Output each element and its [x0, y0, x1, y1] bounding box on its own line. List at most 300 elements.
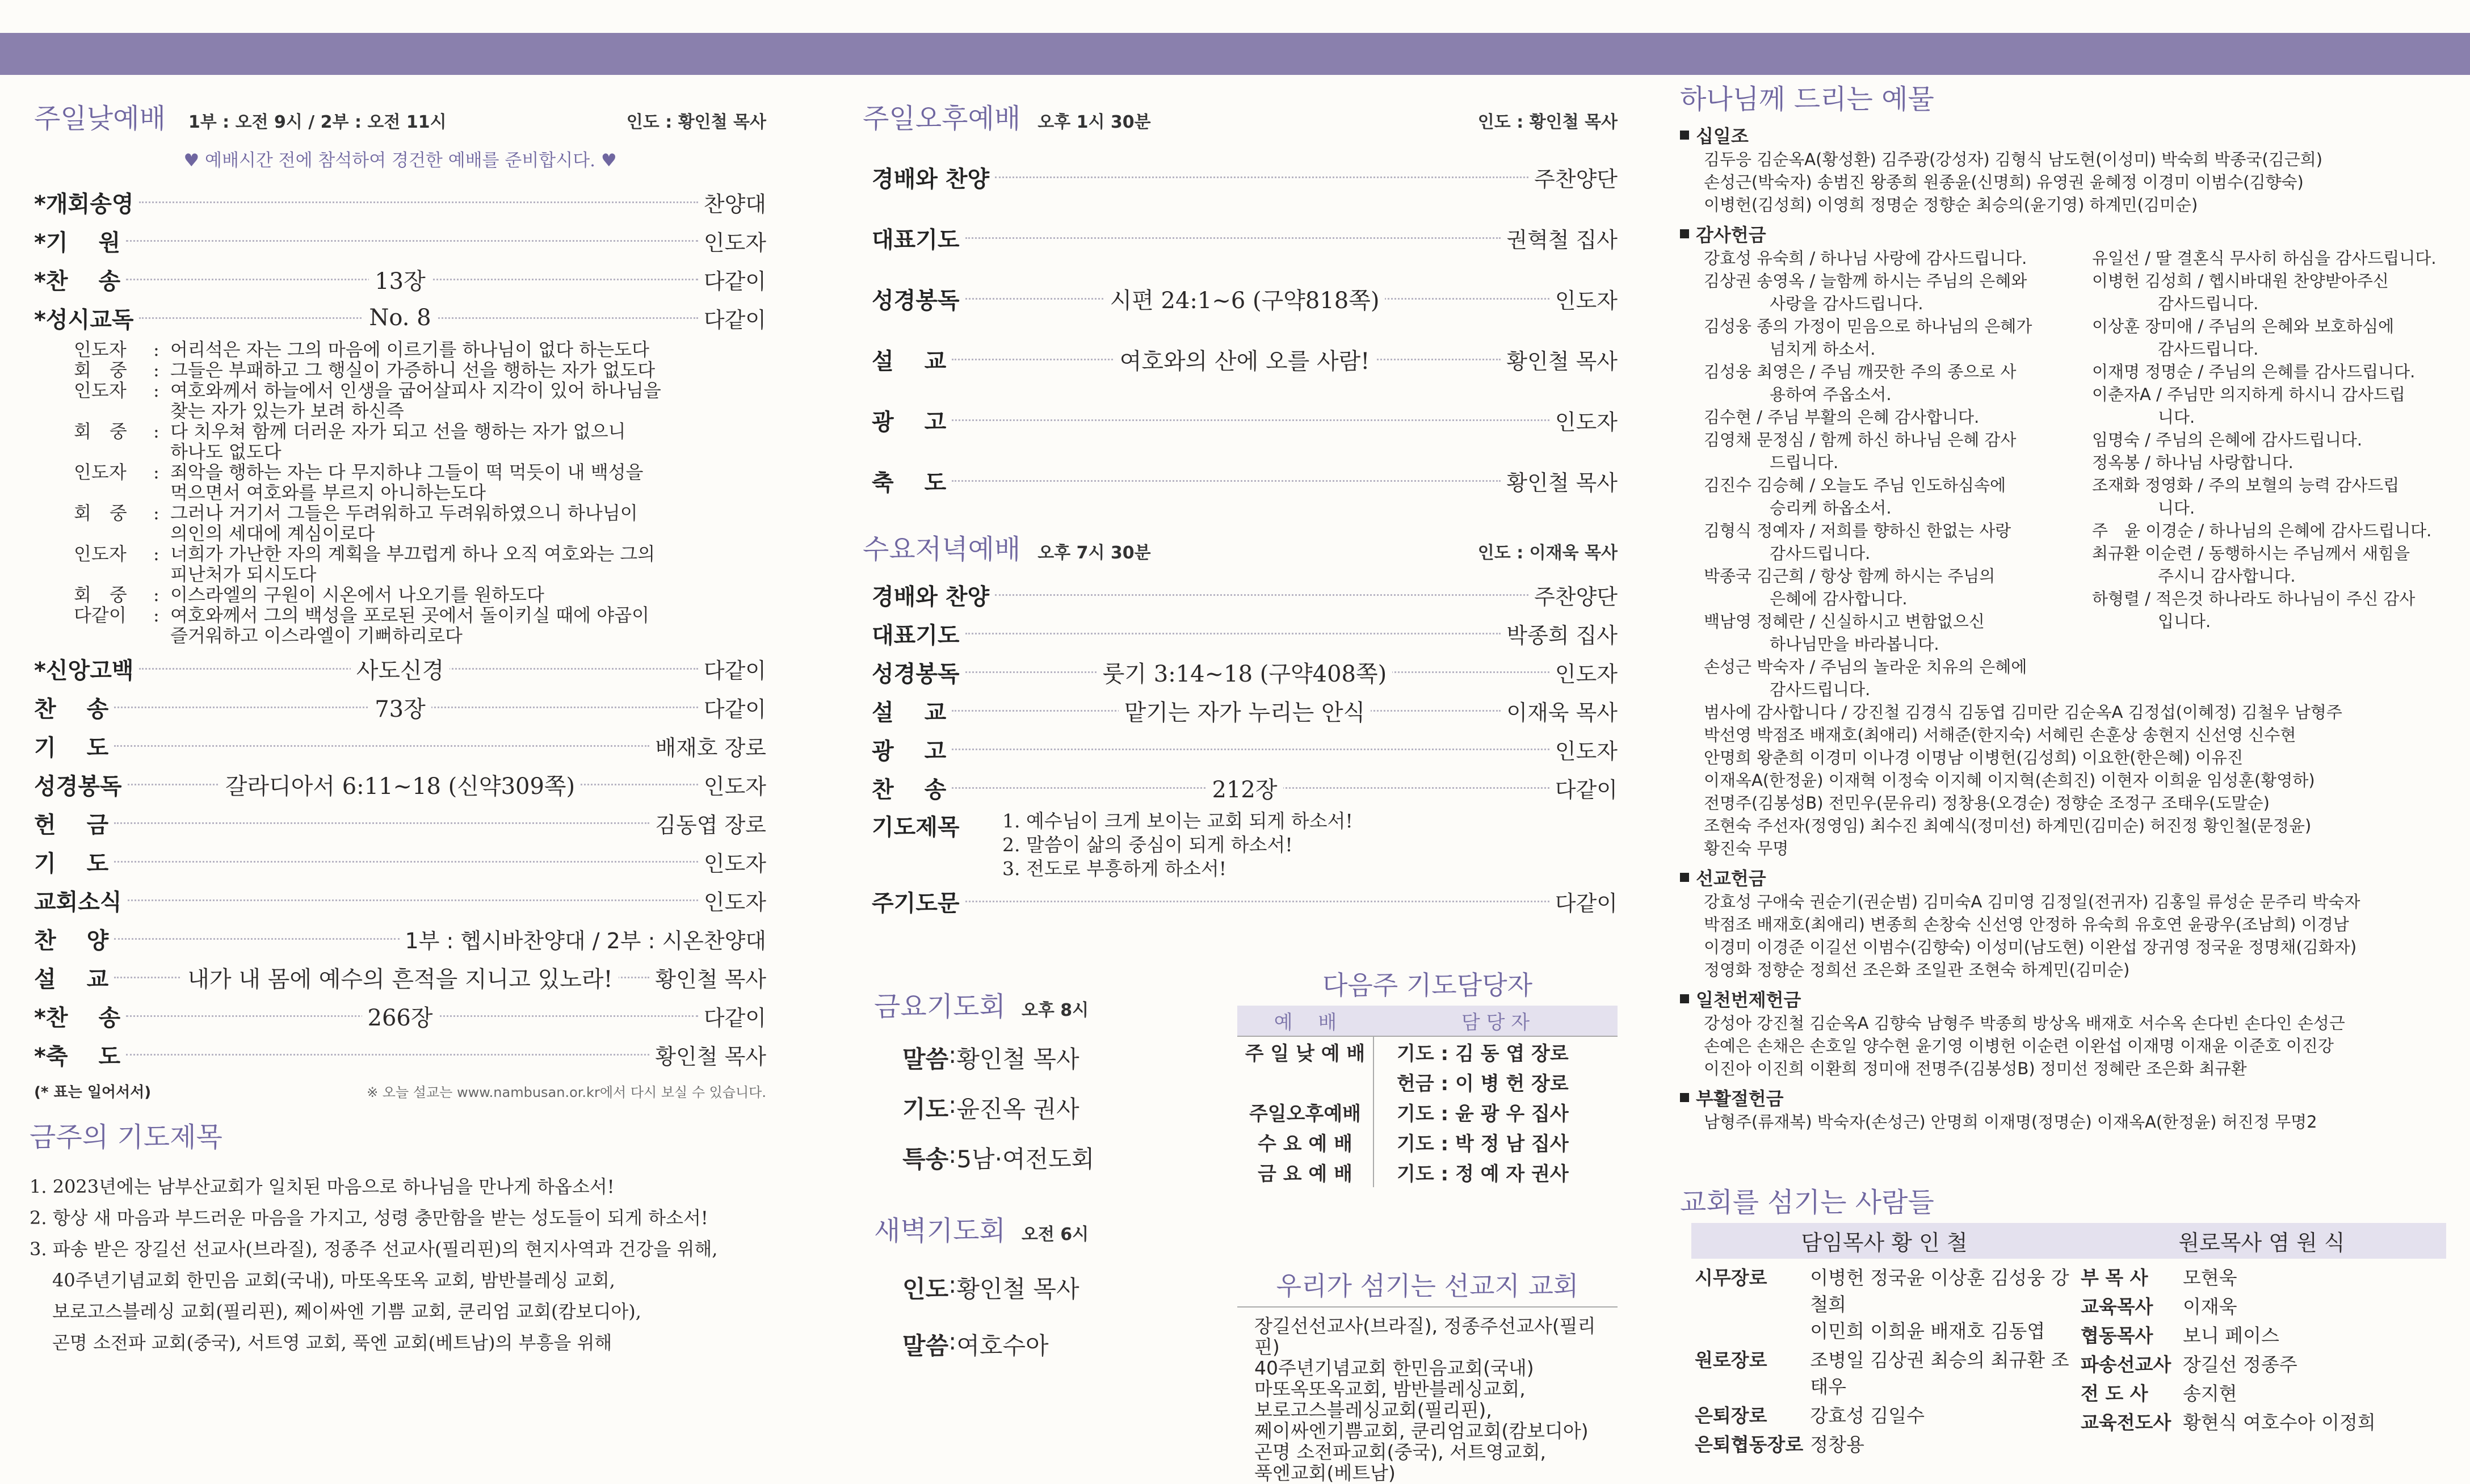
- reading-speaker: 회 중: [74, 421, 127, 442]
- order-row: [34, 260, 766, 299]
- server-names: 송지현: [2183, 1382, 2237, 1405]
- reading-colon: :: [153, 604, 159, 626]
- reading-speaker: 인도자: [74, 380, 127, 401]
- reading-speaker: 회 중: [74, 359, 127, 381]
- morning-times: 1부 : 오전 9시 / 2부 : 오전 11시: [188, 112, 447, 132]
- order-responsible: 인도자: [703, 851, 766, 876]
- offering-line: 안명희 왕춘희 이경미 이나경 이명남 이병헌(김성희) 이요한(한은혜) 이유진: [1704, 748, 2244, 767]
- servers-right: [2077, 1223, 2446, 1458]
- reading-speaker: 다같이: [74, 604, 127, 626]
- friday-lines: [902, 1041, 1226, 1175]
- dot-leader: [114, 977, 649, 978]
- kv-line: [902, 1091, 1226, 1125]
- order-row: [34, 765, 766, 804]
- wednesday-prayer: [872, 809, 1618, 881]
- next-week-title: 다음주 기도담당자: [1322, 970, 1533, 1000]
- morning-notice: ♥ 예배시간 전에 참석하여 경건한 예배를 준비합시다. ♥: [183, 150, 617, 171]
- order-label: 기 도: [34, 850, 109, 877]
- server-role: 은퇴장로: [1695, 1405, 1767, 1427]
- afternoon-time: 오후 1시 30분: [1037, 112, 1151, 132]
- kv-sep: :: [948, 1091, 957, 1119]
- dot-leader: [952, 359, 1501, 360]
- order-row: [34, 649, 766, 688]
- offering-line: 조재화 정영화 / 주의 보혈의 능력 감사드립 니다.: [2092, 476, 2400, 518]
- dot-leader: [952, 710, 1501, 712]
- morning-header: [34, 96, 766, 136]
- tithe-label: 십일조: [1680, 122, 2458, 148]
- offering-line: 남형주(류재복) 박숙자(손성근) 안명희 이재명(정명순) 이재옥A(한정윤) 허진정 무명2: [1704, 1112, 2317, 1132]
- order-row: [872, 691, 1618, 730]
- reading-text: 여호와께서 그의 백성을 포로된 곳에서 돌이키실 때에 야곱이 즐거워하고 이스라엘이 기뻐하리로다: [170, 604, 650, 646]
- lords-prayer-label: 주기도문: [872, 890, 960, 917]
- order-row: [34, 688, 766, 726]
- order-label: *기 원: [34, 229, 121, 256]
- kv-key: 말씀: [902, 1045, 949, 1073]
- prayer-list: [30, 1171, 766, 1359]
- server-role: 부 목 사: [2081, 1267, 2148, 1289]
- dot-leader: [128, 899, 698, 901]
- next-week-service: 수 요 예 배: [1237, 1127, 1373, 1157]
- order-center: 73장: [369, 696, 431, 722]
- order-responsible: 권혁철 집사: [1506, 228, 1618, 253]
- next-week-person: 기도 : 정 예 자 권사: [1397, 1163, 1569, 1185]
- next-week-person: 기도 : 김 동 엽 장로: [1397, 1042, 1569, 1065]
- dot-leader: [952, 787, 1549, 789]
- server-names: 황현식 여호수아 이정희: [2183, 1411, 2376, 1433]
- dot-leader: [126, 1054, 649, 1056]
- offering-line: 이재옥A(한정윤) 이재혁 이정숙 이지혜 이지혁(손희진) 이현자 이희윤 임성훈(황영하): [1704, 771, 2315, 790]
- next-week-table: [1237, 1006, 1618, 1187]
- offering-line: 김상권 송영옥 / 늘함께 하시는 주님의 은혜와 사랑을 감사드립니다.: [1704, 271, 2027, 313]
- order-center: 시편 24:1~6 (구약818쪽): [1104, 288, 1385, 314]
- server-role: 시무장로: [1695, 1267, 1767, 1289]
- dot-leader: [128, 784, 698, 785]
- thanks-right: [2092, 247, 2458, 701]
- offering-line: 황진숙 무명: [1704, 839, 1789, 858]
- next-week-row: [1237, 1067, 1618, 1097]
- order-responsible: 다같이: [703, 307, 766, 333]
- prayer-item: 3. 파송 받은 장길선 선교사(브라질), 정종주 선교사(필리핀)의 현지사역과 건강을 위해,: [30, 1238, 718, 1260]
- order-row: [872, 451, 1618, 511]
- offering-line: 김성웅 종의 가정이 믿음으로 하나님의 은혜가 넘치게 하소서.: [1704, 317, 2032, 359]
- order-responsible: 다같이: [1555, 777, 1618, 802]
- order-center: 212장: [1207, 777, 1283, 803]
- offering-line: 손성근 박숙자 / 주님의 놀라운 치유의 은혜에 감사드립니다.: [1704, 657, 2027, 699]
- afternoon-order: [872, 147, 1618, 511]
- next-week-service: [1237, 1067, 1373, 1097]
- order-row: [34, 997, 766, 1035]
- server-names: 모현욱: [2183, 1267, 2237, 1289]
- order-row: [872, 730, 1618, 768]
- server-role: 파송선교사: [2081, 1353, 2171, 1376]
- server-row: [2077, 1378, 2379, 1407]
- order-label: *찬 송: [34, 268, 121, 295]
- friday-title: 금요기도회: [874, 991, 1006, 1023]
- server-row: [1691, 1262, 2077, 1344]
- offering-line: 백남영 정혜란 / 신실하시고 변함없으신 하나님만을 바라봅니다.: [1704, 612, 1985, 654]
- reading-colon: :: [153, 339, 159, 360]
- dot-leader: [114, 707, 698, 708]
- order-row: [872, 614, 1618, 653]
- next-week-section: [1237, 965, 1618, 1187]
- thousand-offering-label: 일천번제헌금: [1680, 986, 2458, 1012]
- server-names: 장길선 정종주: [2183, 1353, 2297, 1376]
- offering-line: 김영채 문정심 / 함께 하신 하나님 은혜 감사 드립니다.: [1704, 430, 2017, 472]
- order-row: [872, 147, 1618, 208]
- mission-church-line: 40주년기념교회 한민음교회(국내): [1254, 1357, 1534, 1379]
- offering-line: 김형식 정예자 / 저희를 향하신 한없는 사랑 감사드립니다.: [1704, 521, 2011, 563]
- morning-leader: 인도 : 황인철 목사: [626, 112, 766, 132]
- kv-key: 특송: [902, 1145, 949, 1173]
- order-row: [872, 653, 1618, 691]
- lords-prayer-right: 다같이: [1555, 890, 1618, 916]
- thousand-offering-list: [1704, 1012, 2458, 1080]
- order-responsible: 주찬양단: [1534, 167, 1618, 192]
- offering-line: 강효성 유숙희 / 하나님 사랑에 감사드립니다.: [1704, 249, 2027, 268]
- order-label: 성경봉독: [34, 773, 122, 800]
- order-responsible: 황인철 목사: [655, 1044, 766, 1069]
- dot-leader: [126, 279, 698, 280]
- wednesday-leader: 인도 : 이재욱 목사: [1477, 543, 1618, 563]
- next-week-row: [1237, 1157, 1618, 1187]
- next-week-person: 헌금 : 이 병 헌 장로: [1397, 1073, 1569, 1095]
- order-row: [34, 919, 766, 958]
- order-label: 성경봉독: [872, 288, 960, 314]
- order-label: 경배와 찬양: [872, 583, 990, 610]
- order-row: [34, 183, 766, 221]
- offering-line: 이병헌(김성희) 이영희 정명순 정향순 최승의(윤기영) 하계민(김미순): [1704, 195, 2198, 215]
- order-responsible: 다같이: [703, 696, 766, 722]
- next-week-person: 기도 : 박 정 남 집사: [1397, 1133, 1569, 1155]
- dot-leader: [995, 594, 1528, 596]
- kv-key: 기도: [902, 1095, 949, 1123]
- thanks-general-list: [1704, 701, 2458, 860]
- dot-leader: [965, 298, 1549, 300]
- dot-leader: [126, 1015, 698, 1017]
- morning-footnotes: [34, 1081, 766, 1102]
- wednesday-prayer-item: 2. 말씀이 삶의 중심이 되게 하소서!: [1002, 834, 1293, 856]
- dot-leader: [139, 668, 698, 670]
- morning-order: [34, 183, 766, 337]
- server-row: [2077, 1291, 2379, 1320]
- mission-church-line: 곤명 소전파교회(중국), 서트영교회,: [1254, 1441, 1546, 1463]
- server-names: 이재욱: [2183, 1296, 2237, 1318]
- order-responsible: 박종희 집사: [1506, 623, 1618, 648]
- mission-churches-section: [1237, 1266, 1618, 1483]
- offering-line: 박종국 김근희 / 항상 함께 하시는 주님의 은혜에 감사합니다.: [1704, 566, 1996, 608]
- afternoon-header: [863, 96, 1618, 136]
- offering-line: 주 윤 이경순 / 하나님의 은혜에 감사드립니다.: [2092, 521, 2432, 540]
- order-label: *신앙고백: [34, 657, 134, 684]
- lords-prayer-row: [872, 884, 1618, 918]
- mission-churches-title: 우리가 섬기는 선교지 교회: [1237, 1266, 1618, 1308]
- kv-line: [902, 1041, 1226, 1075]
- order-label: 광 고: [872, 738, 947, 764]
- order-row: [872, 575, 1618, 614]
- server-names: 이병헌 정국윤 이상훈 김성웅 강철희 이민희 이희윤 배재호 김동엽: [1810, 1267, 2069, 1342]
- offering-line: 유일선 / 딸 결혼식 무사히 하심을 감사드립니다.: [2092, 249, 2437, 268]
- order-row: [34, 881, 766, 919]
- order-label: *개회송영: [34, 191, 134, 217]
- order-label: 찬 송: [872, 776, 947, 803]
- offering-line: 강효성 구애숙 권순기(권순범) 김미숙A 김미영 김정일(전귀자) 김홍일 류성순 문주리 박숙자: [1704, 892, 2360, 911]
- order-responsible: 인도자: [703, 773, 766, 799]
- easter-offering-section: [1680, 1084, 2458, 1133]
- order-responsible: 인도자: [703, 230, 766, 255]
- dot-leader: [114, 745, 649, 747]
- offering-line: 이재명 정명순 / 주님의 은혜를 감사드립니다.: [2092, 362, 2416, 381]
- mission-church-line: 장길선선교사(브라질), 정종주선교사(필리핀): [1254, 1315, 1596, 1358]
- dot-leader: [952, 419, 1549, 421]
- order-responsible: 김동엽 장로: [655, 812, 766, 838]
- reading-text: 그러나 거기서 그들은 두려워하고 두려워하였으니 하나님이 의인의 세대에 계심이로다: [170, 502, 638, 544]
- mission-church-line: 쩨이싸엔기쁨교회, 쿤리엄교회(캄보디아): [1254, 1420, 1589, 1442]
- kv-sep: :: [948, 1041, 957, 1069]
- order-responsible: 황인철 목사: [1506, 349, 1618, 374]
- order-row: [872, 268, 1618, 329]
- order-row: [872, 768, 1618, 807]
- next-week-row: [1237, 1097, 1618, 1127]
- kv-line: [902, 1141, 1226, 1175]
- prayer-section: [30, 1115, 766, 1359]
- kv-sep: :: [948, 1141, 957, 1168]
- morning-order-2: [34, 649, 766, 1074]
- next-week-service: 금 요 예 배: [1237, 1157, 1373, 1187]
- order-row: [34, 842, 766, 881]
- wednesday-header: [863, 527, 1618, 566]
- wednesday-prayer-list: [1002, 809, 1353, 881]
- order-center: No. 8: [363, 305, 436, 331]
- prayer-item: 보로고스블레싱 교회(필리핀), 쩨이싸엔 기쁨 교회, 쿤리엄 교회(캄보디아),: [52, 1301, 641, 1322]
- server-role: 원로장로: [1695, 1349, 1767, 1371]
- mission-offering-list: [1704, 890, 2458, 981]
- reading-colon: :: [153, 421, 159, 442]
- order-responsible: 다같이: [703, 268, 766, 294]
- server-names: 정창용: [1810, 1433, 1864, 1456]
- order-row: [872, 329, 1618, 390]
- servers-table: [1691, 1223, 2446, 1458]
- thanks-section: [1680, 221, 2458, 860]
- order-center: 내가 내 몸에 예수의 흔적을 지니고 있노라!: [182, 966, 618, 993]
- order-row: [34, 221, 766, 260]
- reading-text: 어리석은 자는 그의 마음에 이르기를 하나님이 없다 하는도다: [170, 339, 650, 360]
- offering-line: 김성웅 최영은 / 주님 깨끗한 주의 종으로 사 용하여 주옵소서.: [1704, 362, 2017, 404]
- afternoon-leader: 인도 : 황인철 목사: [1477, 112, 1618, 132]
- friday-time: 오후 8시: [1021, 1000, 1089, 1020]
- order-center: 여호와의 산에 오를 사람!: [1114, 348, 1376, 375]
- morning-service-column: [30, 74, 766, 1413]
- kv-value: 윤진옥 권사: [956, 1095, 1079, 1123]
- reading-speaker: 인도자: [74, 461, 127, 483]
- easter-offering-label: 부활절헌금: [1680, 1084, 2458, 1111]
- offering-line: 이진아 이진희 이환희 정미애 전명주(김봉성B) 정미선 정혜란 조은화 최규환: [1704, 1059, 2247, 1078]
- offering-line: 박점조 배재호(최애리) 변종희 손창숙 신선영 안정하 유숙희 유호연 윤광우(조남희) 이경남: [1704, 915, 2349, 934]
- emeritus-pastor: 원로목사 염 원 식: [2077, 1223, 2446, 1259]
- next-week-row: [1237, 1036, 1618, 1067]
- dawn-title: 새벽기도회: [874, 1215, 1006, 1247]
- server-row: [2077, 1262, 2379, 1291]
- kv-line: [902, 1271, 1226, 1305]
- order-label: 성경봉독: [872, 661, 960, 687]
- order-row: [34, 726, 766, 765]
- kv-sep: :: [948, 1327, 957, 1355]
- reading-speaker: 회 중: [74, 502, 127, 524]
- reading-text: 다 치우쳐 함께 더러운 자가 되고 선을 행하는 자가 없으니 하나도 없도다: [170, 421, 626, 463]
- kv-value: 5남·여전도회: [956, 1145, 1095, 1173]
- standing-note: (* 표는 일어서서): [34, 1084, 152, 1101]
- server-role: 교육전도사: [2081, 1411, 2171, 1433]
- next-week-person: 기도 : 윤 광 우 집사: [1397, 1103, 1569, 1125]
- responsive-reading: [74, 339, 766, 646]
- thanks-label: 감사헌금: [1680, 221, 2458, 247]
- order-row: [34, 804, 766, 842]
- order-center: 갈라디아서 6:11~18 (신약309쪽): [220, 773, 581, 800]
- server-row: [1691, 1429, 2077, 1458]
- order-responsible: 다같이: [703, 658, 766, 683]
- server-names: 조병일 김상권 최승의 최규환 조태우: [1810, 1349, 2069, 1398]
- reading-speaker: 회 중: [74, 584, 127, 606]
- dot-leader: [114, 938, 399, 940]
- order-responsible: 배재호 장로: [655, 735, 766, 760]
- reading-text: 너희가 가난한 자의 계획을 부끄럽게 하나 오직 여호와는 그의 피난처가 되시도다: [170, 543, 656, 585]
- order-responsible: 다같이: [703, 1005, 766, 1031]
- order-label: *찬 송: [34, 1004, 121, 1031]
- offering-line: 손예은 손채은 손호일 양수현 윤기영 이병헌 이순련 이완섭 이재명 이재윤 이준호 이진강: [1704, 1036, 2334, 1056]
- dot-leader: [995, 176, 1528, 178]
- mission-church-line: 보로고스블레싱교회(필리핀),: [1254, 1399, 1492, 1421]
- servers-left: [1691, 1223, 2077, 1458]
- server-row: [1691, 1344, 2077, 1400]
- mission-church-line: 마또옥또옥교회, 밤반블레싱교회,: [1254, 1378, 1526, 1400]
- dot-leader: [126, 240, 698, 242]
- order-label: 찬 양: [34, 927, 109, 954]
- order-responsible: 인도자: [1555, 738, 1618, 764]
- kv-key: 말씀: [902, 1332, 949, 1360]
- offering-line: 이춘자A / 주님만 의지하게 하시니 감사드립 니다.: [2092, 385, 2405, 427]
- order-label: 헌 금: [34, 812, 109, 838]
- senior-pastor: 담임목사 황 인 철: [1691, 1223, 2077, 1259]
- server-role: 전 도 사: [2081, 1382, 2148, 1405]
- offering-line: 김수현 / 주님 부활의 은혜 감사합니다.: [1704, 407, 1980, 427]
- other-services-column: [863, 74, 1618, 1484]
- order-responsible: 이재욱 목사: [1506, 700, 1618, 725]
- server-names: 강효성 김일수: [1810, 1405, 1925, 1427]
- offering-line: 박선영 박점조 배재호(최애리) 서해준(한지숙) 서혜린 손훈상 송현지 신선영 신수현: [1704, 725, 2296, 745]
- offering-line: 김두응 김순옥A(황성환) 김주광(강성자) 김형식 남도현(이성미) 박숙희 박종국(김근희): [1704, 150, 2323, 169]
- kv-value: 황인철 목사: [956, 1045, 1079, 1073]
- order-row: [34, 299, 766, 337]
- mission-offering-label: 선교헌금: [1680, 864, 2458, 890]
- order-label: 기 도: [34, 734, 109, 761]
- reading-colon: :: [153, 584, 159, 606]
- kv-key: 인도: [902, 1275, 949, 1303]
- dot-leader: [114, 861, 698, 863]
- order-responsible: 인도자: [1555, 661, 1618, 687]
- order-responsible: 1부 : 헵시바찬양대 / 2부 : 시온찬양대: [405, 928, 766, 953]
- order-responsible: 인도자: [1555, 288, 1618, 313]
- order-label: 축 도: [872, 470, 947, 496]
- order-label: 설 교: [872, 348, 947, 375]
- dot-leader: [965, 901, 1549, 902]
- dot-leader: [965, 633, 1501, 634]
- offering-line: 이병헌 김성희 / 헵시바대원 찬양받아주신 감사드립니다.: [2092, 271, 2389, 313]
- order-responsible: 찬양대: [703, 191, 766, 217]
- order-row: [34, 1035, 766, 1074]
- prayer-item: 2. 항상 새 마음과 부드러운 마음을 가지고, 성령 충만함을 받는 성도들이 되게 하소서!: [30, 1207, 708, 1229]
- prayer-title: 금주의 기도제목: [30, 1121, 222, 1153]
- order-responsible: 황인철 목사: [1506, 470, 1618, 495]
- dot-leader: [952, 480, 1501, 482]
- order-label: 찬 송: [34, 696, 109, 722]
- morning-title: 주일낮예배: [34, 103, 166, 134]
- next-week-col-service: 예 배: [1237, 1006, 1373, 1036]
- reading-colon: :: [153, 359, 159, 381]
- reading-speaker: 인도자: [74, 543, 127, 565]
- servers-title: 교회를 섬기는 사람들: [1680, 1187, 1934, 1218]
- reading-colon: :: [153, 543, 159, 565]
- dawn-time: 오전 6시: [1021, 1225, 1089, 1245]
- order-responsible: 인도자: [1555, 410, 1618, 435]
- easter-offering-list: [1704, 1111, 2458, 1133]
- dot-leader: [952, 749, 1549, 750]
- kv-line: [902, 1327, 1226, 1361]
- offering-line: 범사에 감사합니다 / 강진철 김경식 김동엽 김미란 김순옥A 김정섭(이혜정) 김철우 남형주: [1704, 703, 2342, 722]
- next-week-row: [1237, 1127, 1618, 1157]
- friday-section: [874, 985, 1226, 1191]
- wednesday-prayer-label: 기도제목: [872, 814, 960, 840]
- dawn-section: [874, 1209, 1226, 1384]
- dot-leader: [965, 237, 1501, 239]
- order-label: *성시교독: [34, 306, 134, 333]
- mission-church-line: 푹엔교회(베트남): [1254, 1462, 1396, 1484]
- order-center: 13장: [369, 268, 431, 295]
- wednesday-prayer-item: 3. 전도로 부흥하게 하소서!: [1002, 857, 1226, 880]
- offering-column: [1680, 74, 2458, 1456]
- server-row: [2077, 1320, 2379, 1349]
- kv-value: 여호수아: [956, 1332, 1049, 1360]
- reading-colon: :: [153, 380, 159, 401]
- header-band: [0, 33, 2470, 75]
- dawn-lines: [902, 1271, 1226, 1361]
- mission-churches-list: [1254, 1315, 1618, 1483]
- wednesday-time: 오후 7시 30분: [1037, 543, 1151, 563]
- server-row: [2077, 1407, 2379, 1436]
- thanks-left: [1704, 247, 2069, 701]
- order-row: [34, 958, 766, 997]
- server-names: 보니 페이스: [2183, 1325, 2279, 1347]
- reading-text: 그들은 부패하고 그 행실이 가증하니 선을 행하는 자가 없도다: [170, 359, 656, 381]
- reading-speaker: 인도자: [74, 339, 127, 360]
- offering-line: 김진수 김승혜 / 오늘도 주님 인도하심속에 승리케 하옵소서.: [1704, 476, 2006, 518]
- dot-leader: [965, 671, 1549, 673]
- order-row: [872, 208, 1618, 268]
- next-week-col-people: 담 당 자: [1373, 1006, 1618, 1036]
- server-row: [1691, 1400, 2077, 1429]
- reading-colon: :: [153, 502, 159, 524]
- reading-text: 여호와께서 하늘에서 인생을 굽어살피사 지각이 있어 하나님을 찾는 자가 있는가 보려 하신즉: [170, 380, 661, 422]
- reading-text: 이스라엘의 구원이 시온에서 나오기를 원하도다: [170, 584, 544, 606]
- offering-line: 임명숙 / 주님의 은혜에 감사드립니다.: [2092, 430, 2363, 449]
- prayer-item: 40주년기념교회 한민음 교회(국내), 마또옥또옥 교회, 밤반블레싱 교회,: [52, 1269, 615, 1291]
- offering-line: 이경미 이경준 이길선 이범수(김향숙) 이성미(남도현) 이완섭 장귀영 정국윤 정명채(김화자): [1704, 938, 2357, 957]
- offering-line: 조현숙 주선자(정영임) 최수진 최예식(정미선) 하계민(김미순) 허진정 황인철(문정윤): [1704, 816, 2312, 835]
- kv-sep: :: [948, 1271, 957, 1298]
- wednesday-order: [872, 575, 1618, 807]
- order-responsible: 주찬양단: [1534, 584, 1618, 609]
- kv-value: 황인철 목사: [956, 1275, 1079, 1303]
- offering-line: 정옥봉 / 하나님 사랑합니다.: [2092, 453, 2293, 472]
- offering-line: 이상훈 장미애 / 주님의 은혜와 보호하심에 감사드립니다.: [2092, 317, 2395, 359]
